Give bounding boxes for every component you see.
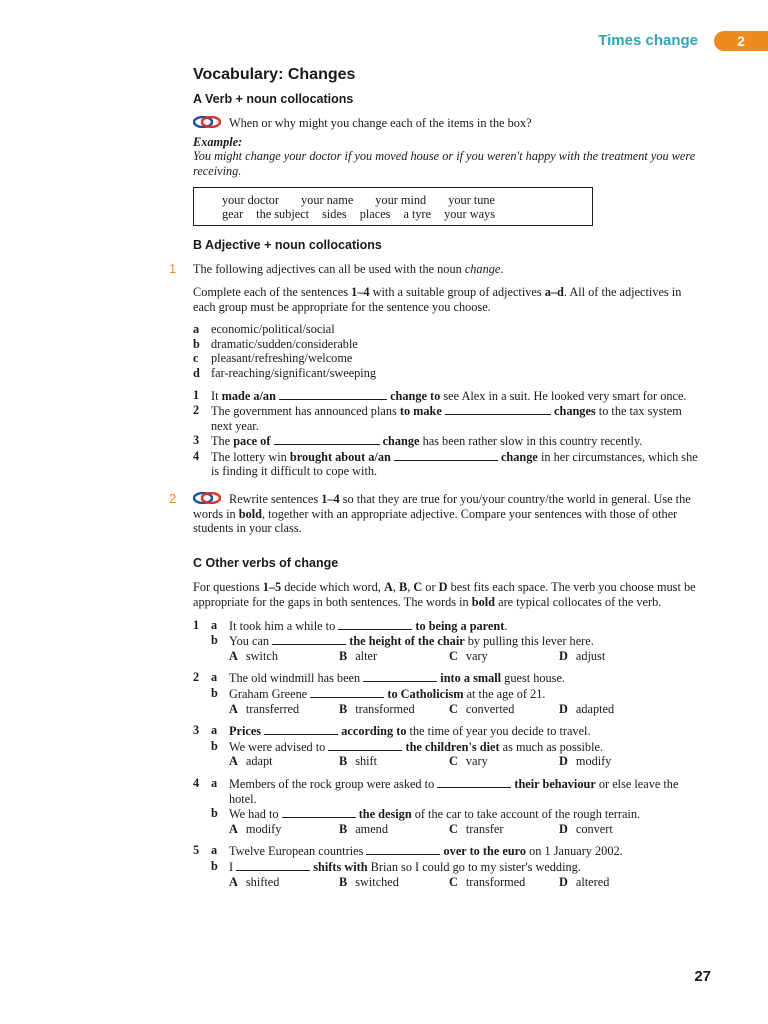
option-word: transformed: [355, 701, 415, 716]
option-letter: D: [559, 874, 568, 889]
word-box-item: the subject: [256, 207, 310, 222]
item-text: economic/political/social: [211, 322, 335, 337]
sentence-2: [193, 403, 703, 433]
sentence-4: [193, 449, 703, 479]
answer-option[interactable]: [449, 822, 559, 837]
option-word: modify: [245, 821, 282, 836]
answer-option[interactable]: [559, 702, 669, 717]
question-number: 5: [193, 843, 200, 858]
question-row: [193, 806, 703, 822]
answer-option[interactable]: [339, 649, 449, 664]
word-box-item: a tyre: [403, 207, 432, 222]
part-letter: b: [211, 806, 218, 821]
text: For questions: [193, 580, 263, 595]
text: Twelve European countries: [229, 844, 367, 859]
question-number: [193, 686, 211, 702]
question-block: [193, 723, 703, 769]
text: or: [422, 580, 439, 595]
part-letter: a: [211, 670, 218, 685]
question-text: [229, 670, 703, 686]
answer-blank[interactable]: [338, 618, 412, 630]
option-word: converted: [465, 701, 515, 716]
chapter-tab: 2: [714, 31, 768, 51]
question-list: [193, 618, 703, 890]
question-text: [229, 776, 703, 806]
answer-options: [193, 649, 703, 664]
text: see Alex in a suit. He looked very smart for once.: [440, 388, 687, 403]
section-a-heading: A Verb + noun collocations: [193, 91, 354, 106]
text: bold: [471, 595, 496, 610]
sentence-text: [211, 403, 703, 433]
item-letter: c: [193, 351, 199, 366]
speaking-pair-icon: [193, 116, 221, 128]
text: according to: [341, 724, 407, 739]
answer-options: [193, 754, 703, 769]
page-content: [169, 66, 703, 896]
part-letter: a: [211, 723, 218, 738]
option-word: vary: [465, 754, 488, 769]
option-word: amend: [355, 821, 388, 836]
text: to being a parent: [415, 618, 505, 633]
text: The government has announced plans: [211, 404, 400, 419]
option-letter: A: [229, 648, 238, 663]
question-row: [193, 723, 703, 739]
section-c-instruction: For questions 1–5 decide which word, A, B, C or D best fits each space. The verb you choose must be appropriate for the gaps in both sentences. The words in bold are typical collocates of the verb.: [193, 580, 696, 610]
option-word: adjust: [575, 648, 606, 663]
text: 1–5: [262, 580, 282, 595]
word-box-item: your mind: [375, 192, 427, 207]
text: of the car to take account of the rough terrain.: [411, 807, 641, 822]
page-number: 27: [694, 968, 711, 985]
option-letter: C: [449, 821, 458, 836]
exercise-number: 2: [169, 491, 177, 507]
text: bold: [238, 506, 263, 521]
text: D: [438, 580, 448, 595]
section-c-heading: C Other verbs of change: [193, 555, 339, 570]
answer-option[interactable]: [339, 702, 449, 717]
answer-blank[interactable]: [310, 686, 384, 698]
answer-option[interactable]: [339, 875, 449, 890]
word-box-item: your tune: [448, 192, 495, 207]
text: so that they are true for you/your country/the world in general. Use the words in: [193, 492, 691, 521]
text: A: [383, 580, 393, 595]
answer-option[interactable]: [559, 822, 669, 837]
header-title: Times change: [598, 32, 698, 49]
answer-option[interactable]: [449, 702, 559, 717]
option-letter: A: [229, 701, 238, 716]
sentence-1: [193, 388, 703, 404]
answer-blank[interactable]: [236, 859, 310, 871]
question-number: [193, 633, 211, 649]
part-letter: b: [211, 686, 218, 700]
example-label: Example:: [193, 134, 243, 149]
text: C: [413, 580, 423, 595]
option-letter: C: [449, 754, 458, 769]
question-row: [193, 618, 703, 634]
option-letter: A: [229, 821, 238, 836]
option-word: adapt: [245, 754, 273, 769]
text: I: [229, 859, 237, 874]
spacer: [193, 875, 229, 890]
text: as much as possible.: [499, 739, 604, 754]
option-word: transfer: [465, 821, 504, 836]
option-word: transformed: [465, 874, 526, 889]
sentence-3: [193, 433, 703, 449]
text: are typical collocates of the verb.: [495, 595, 662, 610]
word-box-row-2: [194, 207, 592, 222]
text: Graham Greene: [229, 687, 311, 701]
answer-blank[interactable]: [282, 806, 356, 818]
question-number: 1: [193, 617, 200, 632]
text: .: [504, 618, 508, 633]
question-text: [229, 859, 703, 875]
text: a–d: [544, 284, 564, 299]
part-letter: b: [211, 738, 218, 753]
question-row: [193, 776, 703, 806]
option-word: shifted: [245, 874, 280, 889]
answer-option[interactable]: [229, 754, 339, 769]
part-letter: b: [211, 633, 218, 648]
text: at the age of 21.: [463, 687, 546, 701]
text: best fits each space. The verb you choose must be appropriate for the gaps in both sentences. The words in: [193, 580, 696, 610]
item-number: 4: [193, 448, 200, 463]
item-text: dramatic/sudden/considerable: [211, 336, 358, 351]
text: shifts with: [313, 859, 368, 874]
text: The following adjectives can all be used with the noun: [193, 262, 465, 277]
question-row: [193, 859, 703, 875]
text: in her circumstances, which she is finding it difficult to cope with.: [211, 449, 698, 479]
option-letter: D: [559, 648, 568, 663]
text: the design: [358, 807, 412, 822]
answer-blank[interactable]: [394, 449, 498, 461]
text: 1–4: [351, 284, 370, 299]
text: made a/an: [221, 388, 276, 403]
question-row: [193, 739, 703, 755]
question-number: [193, 806, 211, 822]
option-word: vary: [465, 648, 488, 663]
text: change: [500, 449, 538, 464]
section-b-heading: B Adjective + noun collocations: [193, 237, 382, 252]
text: brought about a/an: [289, 449, 391, 464]
text: has been rather slow in this country recently.: [419, 434, 643, 449]
answer-option[interactable]: [449, 754, 559, 769]
sentence-text: [211, 388, 703, 404]
text: changes: [554, 404, 596, 419]
option-letter: B: [339, 754, 348, 769]
text: change to: [390, 388, 441, 403]
question-text: [229, 843, 703, 859]
text: over to the euro: [443, 844, 527, 859]
answer-option[interactable]: [559, 875, 669, 890]
text: on 1 January 2002.: [526, 844, 623, 859]
answer-option[interactable]: [339, 754, 449, 769]
answer-options: [193, 875, 703, 890]
text: change: [464, 262, 501, 277]
option-letter: A: [229, 754, 238, 769]
item-letter: d: [193, 365, 200, 380]
text: .: [500, 262, 504, 277]
exercise-2: [169, 491, 703, 536]
question-number: 2: [193, 670, 200, 685]
word-box-item: places: [359, 207, 391, 222]
option-word: altered: [575, 874, 610, 889]
answer-option[interactable]: [229, 702, 339, 717]
question-row: [193, 843, 703, 859]
text: The old windmill has been: [229, 671, 364, 686]
exercise-1-intro: [169, 261, 703, 277]
text: The: [211, 434, 234, 449]
sentence-text: [211, 433, 703, 449]
option-letter: A: [229, 874, 238, 889]
item-number: 1: [193, 387, 200, 402]
part-letter: a: [211, 843, 218, 858]
answer-options: [193, 702, 703, 717]
answer-blank[interactable]: [328, 739, 402, 751]
question-row: [193, 670, 703, 686]
question-text: [229, 723, 703, 739]
item-text: far-reaching/significant/sweeping: [211, 365, 377, 380]
section-a-instruction: [193, 116, 703, 131]
answer-option[interactable]: [229, 875, 339, 890]
option-word: convert: [575, 821, 613, 836]
question-block: [193, 618, 703, 664]
text: their behaviour: [514, 776, 596, 791]
option-letter: C: [449, 874, 458, 889]
text: Complete each of the sentences: [193, 284, 352, 299]
question-number: 3: [193, 723, 200, 738]
text: into a small: [440, 671, 502, 686]
list-item: [193, 351, 703, 366]
option-letter: C: [449, 701, 458, 716]
question-text: [229, 686, 703, 702]
option-letter: D: [559, 754, 568, 769]
answer-blank[interactable]: [272, 633, 346, 645]
text: change: [382, 434, 420, 449]
answer-options: [193, 822, 703, 837]
text: by pulling this lever here.: [464, 634, 594, 649]
spacer: [193, 754, 229, 769]
text: to make: [399, 404, 442, 419]
item-letter: a: [193, 322, 200, 337]
text: or else leave the hotel.: [229, 776, 679, 806]
option-word: switched: [355, 874, 399, 889]
word-box-item: your name: [301, 192, 354, 207]
option-word: switch: [245, 648, 278, 663]
question-block: [193, 670, 703, 716]
item-text: pleasant/refreshing/welcome: [211, 351, 353, 366]
text: pace of: [233, 434, 271, 449]
speaking-pair-icon: [193, 492, 221, 504]
list-item: [193, 366, 703, 381]
text: the time of year you decide to travel.: [406, 724, 591, 739]
answer-option[interactable]: [449, 649, 559, 664]
text: You can: [229, 634, 273, 649]
question-number: 4: [193, 775, 200, 790]
question-text: [229, 739, 703, 755]
question-row: [193, 686, 703, 702]
text: It: [211, 388, 222, 403]
item-number: 2: [193, 403, 200, 418]
word-box-item: sides: [322, 207, 347, 222]
text: decide which word,: [281, 580, 384, 595]
answer-option[interactable]: [559, 649, 669, 664]
answer-blank[interactable]: [437, 776, 511, 788]
text: Brian so I could go to my sister's wedding.: [367, 859, 581, 874]
instruction-text: When or why might you change each of the items in the box?: [229, 116, 532, 131]
answer-blank[interactable]: [279, 388, 387, 400]
option-letter: B: [339, 874, 348, 889]
gap-sentences: [193, 388, 703, 480]
answer-blank[interactable]: [264, 723, 338, 735]
word-box: [193, 187, 593, 226]
item-number: 3: [193, 433, 200, 448]
option-word: transferred: [245, 701, 300, 716]
list-item: [193, 322, 703, 337]
text: . All of the adjectives in each group must be appropriate for the sentence you choose.: [193, 284, 682, 314]
text: B: [398, 580, 408, 595]
question-text: [229, 618, 703, 634]
question-number: [193, 739, 211, 755]
answer-option[interactable]: [449, 875, 559, 890]
option-word: modify: [575, 754, 612, 769]
answer-blank[interactable]: [363, 670, 437, 682]
answer-blank[interactable]: [274, 433, 380, 445]
question-number: [193, 859, 211, 875]
word-box-item: your ways: [444, 207, 495, 222]
spacer: [193, 822, 229, 837]
answer-blank[interactable]: [445, 403, 551, 415]
answer-option[interactable]: [559, 754, 669, 769]
item-letter: b: [193, 336, 200, 351]
text: the children's diet: [405, 739, 500, 754]
text: 1–4: [321, 492, 340, 507]
answer-option[interactable]: [339, 822, 449, 837]
answer-blank[interactable]: [366, 843, 440, 855]
option-letter: C: [449, 648, 458, 663]
text: We had to: [229, 807, 282, 822]
page-title: Vocabulary: Changes: [193, 66, 356, 83]
text: to the tax system next year.: [211, 404, 682, 433]
text: The lottery win: [211, 449, 290, 464]
option-letter: B: [339, 648, 348, 663]
sentence-text: [211, 449, 703, 479]
example-text: You might change your doctor if you moved house or if you weren't happy with the treatment you were receiving.: [193, 149, 696, 178]
spacer: [193, 702, 229, 717]
text: We were advised to: [229, 739, 329, 754]
option-word: shift: [355, 754, 378, 769]
answer-option[interactable]: [229, 649, 339, 664]
text: It took him a while to: [229, 618, 339, 633]
adjective-groups: [193, 322, 703, 380]
question-text: [229, 806, 703, 822]
option-letter: B: [339, 701, 348, 716]
answer-option[interactable]: [229, 822, 339, 837]
text: Rewrite sentences: [229, 492, 322, 507]
question-block: [193, 843, 703, 889]
part-letter: a: [211, 775, 218, 790]
text: with a suitable group of adjectives: [369, 284, 545, 299]
question-text: [229, 633, 703, 649]
exercise-1-instruction: [193, 285, 703, 314]
text: Prices: [229, 724, 262, 739]
part-letter: b: [211, 858, 218, 873]
option-letter: D: [559, 821, 568, 836]
text: to Catholicism: [387, 687, 464, 701]
text: , together with an appropriate adjective. Compare your sentences with those of other students in your class.: [193, 506, 678, 536]
option-word: alter: [355, 648, 378, 663]
list-item: [193, 337, 703, 352]
exercise-number: 1: [169, 261, 177, 277]
text: Members of the rock group were asked to: [229, 776, 438, 791]
word-box-item: your doctor: [222, 192, 280, 207]
word-box-item: gear: [222, 207, 244, 222]
option-word: adapted: [575, 701, 615, 716]
text: guest house.: [501, 671, 565, 686]
option-letter: B: [339, 821, 348, 836]
text: the height of the chair: [349, 634, 465, 649]
question-block: [193, 776, 703, 836]
option-letter: D: [559, 701, 568, 716]
question-row: [193, 633, 703, 649]
word-box-row-1: [194, 193, 592, 208]
part-letter: a: [211, 617, 218, 632]
spacer: [193, 649, 229, 664]
